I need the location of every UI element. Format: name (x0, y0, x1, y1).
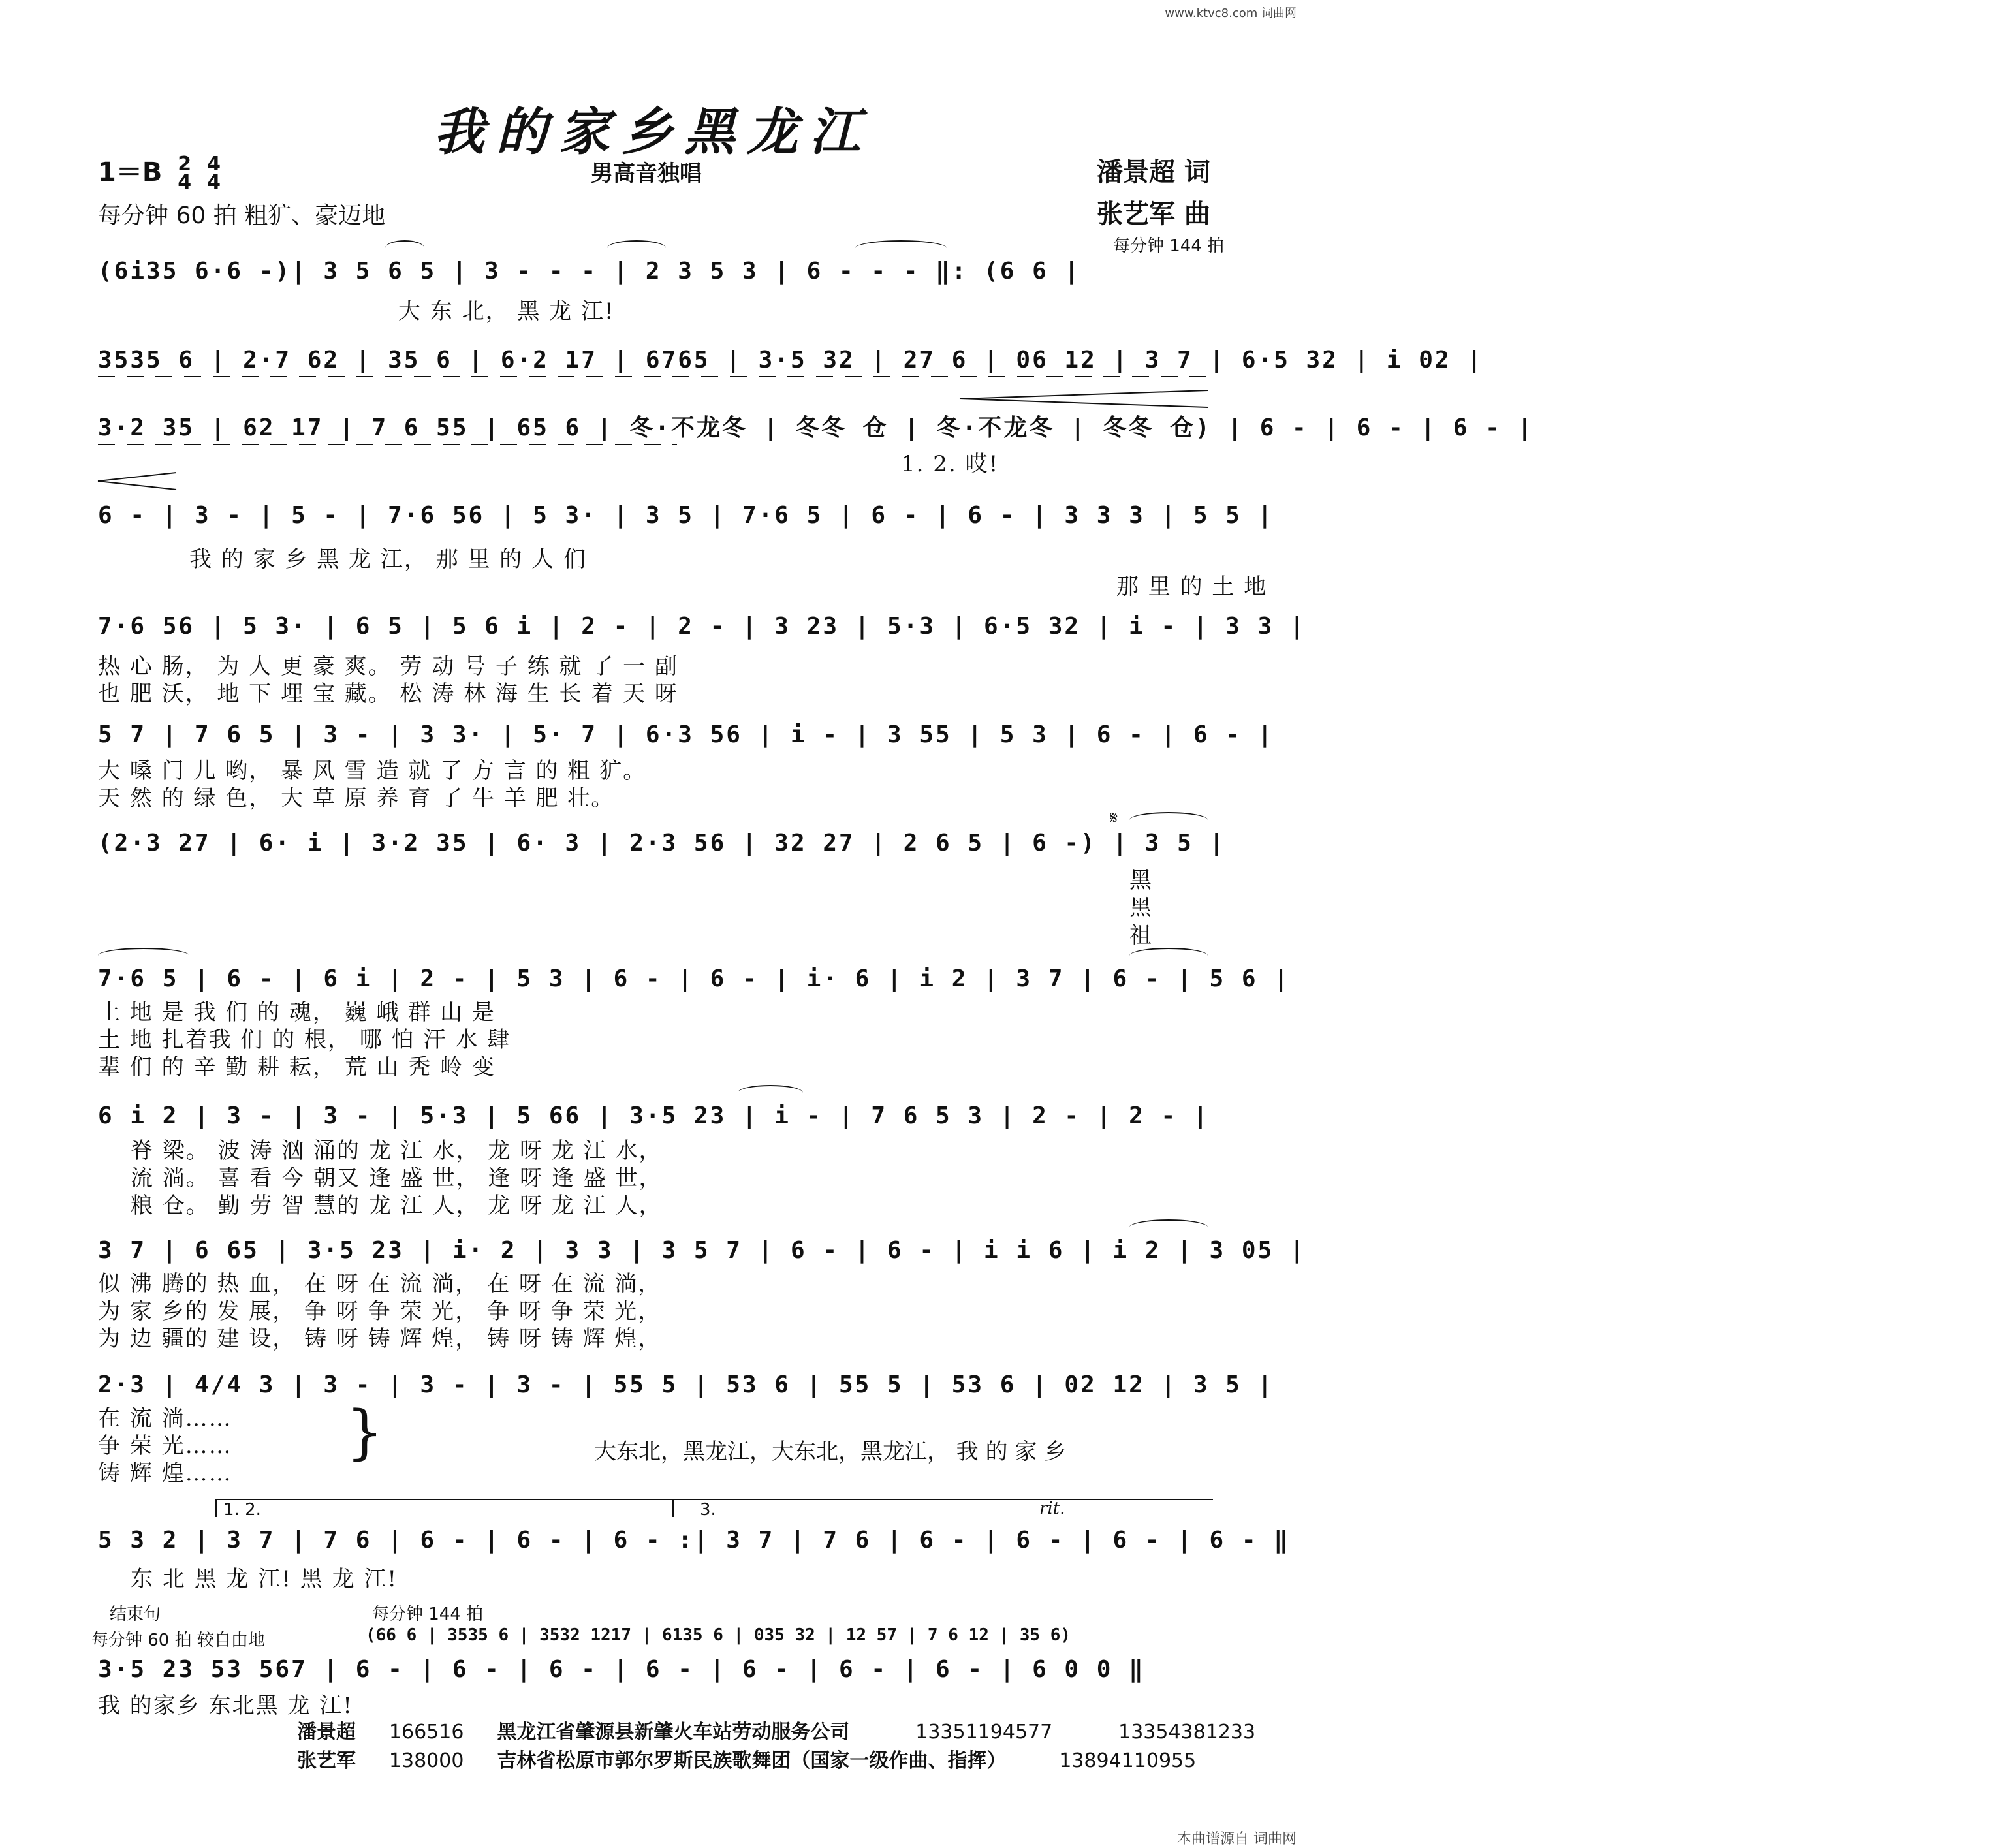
lyric-line: 热 心 肠， 为 人 更 豪 爽。 劳 动 号 子 练 就 了 一 副 (98, 653, 678, 680)
volta-bracket-1 (215, 1499, 674, 1520)
composer: 张艺军 曲 (1097, 199, 1210, 229)
lyrics-system-11 (98, 1405, 346, 1487)
watermark-top: www.ktvc8.com 词曲网 (1165, 7, 1297, 20)
lyricist: 潘景超 词 (1097, 157, 1210, 187)
music-system-3 (98, 409, 1534, 448)
footer-zip: 138000 (388, 1749, 464, 1772)
slur (1129, 812, 1208, 828)
subtitle: 男高音独唱 (591, 161, 702, 187)
lyric-line: 黑 (1129, 895, 1153, 921)
footer-phone: 13894110955 (1059, 1749, 1197, 1772)
tempo-ending: 每分钟 60 拍 较自由地 (91, 1631, 265, 1650)
ending-upper-line: (66 6 | 3535 6 | 3532 1217 | 6135 6 | 035 32 | 12 57 | 7 6 12 | 35 6) (366, 1625, 1071, 1645)
volta-bracket-3 (672, 1499, 1213, 1520)
notation-line: 3·5 23 53 567 | 6 - | 6 - | 6 - | 6 - | 6 - | 6 - | 6 - | 6 0 0 ‖ (98, 1656, 1145, 1683)
volta-label: 3. (700, 1500, 716, 1520)
notation-line: (6i35 6·6 -)| 3 5 6 5 | 3 - - - | 2 3 5 3 | 6 - - - ‖: (6 6 | (98, 258, 1081, 285)
watermark-bottom: 本曲谱源自 词曲网 (1177, 1831, 1297, 1847)
lyric-line: 大 东 北， 黑 龙 江! (398, 298, 615, 324)
lyrics-system-12 (98, 1565, 1244, 1593)
lyric-line: 在 流 淌…… (98, 1405, 232, 1432)
lyric-line: 我 的家乡 东北黑 龙 江! (98, 1693, 353, 1719)
slur (385, 240, 424, 256)
lyric-line: 黑 (1129, 868, 1153, 894)
music-system-4 (98, 496, 1274, 535)
lyrics-system-9 (98, 1137, 1244, 1219)
lyric-line: 脊 梁。 波 涛 汹 涌的 龙 江 水， 龙 呀 龙 江 水， (131, 1138, 663, 1164)
lyrics-system-5 (98, 653, 1211, 708)
notation-line: 2·3 | 4/4 3 | 3 - | 3 - | 3 - | 55 5 | 53 6 | 55 5 | 53 6 | 02 12 | 3 5 | (98, 1371, 1274, 1398)
lyrics-system-6 (98, 757, 1211, 812)
music-system-12 (98, 1521, 1290, 1560)
footer-row-1 (297, 1715, 1255, 1744)
lyric-line: 辈 们 的 辛 勤 耕 耘， 荒 山 秃 岭 变 (98, 1054, 496, 1080)
slur (607, 240, 666, 256)
notation-line: 7·6 5 | 6 - | 6 i | 2 - | 5 3 | 6 - | 6 - | i· 6 | i 2 | 3 7 | 6 - | 5 6 | (98, 965, 1290, 992)
brace: } (346, 1398, 384, 1467)
music-system-10 (98, 1231, 1306, 1270)
key-label: 1＝B (98, 157, 163, 187)
notation-line: 5 7 | 7 6 5 | 3 - | 3 3· | 5· 7 | 6·3 56 | i - | 3 55 | 5 3 | 6 - | 6 - | (98, 721, 1274, 748)
footer-phone: 13354381233 (1118, 1721, 1256, 1744)
notation-line: 6 i 2 | 3 - | 3 - | 5·3 | 5 66 | 3·5 23 | i - | 7 6 5 3 | 2 - | 2 - | (98, 1103, 1210, 1129)
music-system-2 (98, 341, 1483, 380)
lyric-line: 也 肥 沃， 地 下 埋 宝 藏。 松 涛 林 海 生 长 着 天 呀 (98, 681, 678, 707)
notation-line: 3535 6 | 2·7 62 | 35 6 | 6·2 17 | 6765 | 3·5 32 | 27 6 | 06 12 | 3 7 | 6·5 32 | i 02 | (98, 347, 1483, 373)
lyric-line: 土 地 扎着我 们 的 根， 哪 怕 汗 水 肆 (98, 1027, 511, 1053)
tempo-ending-144: 每分钟 144 拍 (372, 1605, 484, 1624)
lyric-line: 我 的 家 乡 黑 龙 江， 那 里 的 人 们 (189, 546, 587, 572)
lyric-line: 为 家 乡的 发 展， 争 呀 争 荣 光， 争 呀 争 荣 光， (98, 1298, 662, 1324)
footer-zip: 166516 (388, 1721, 464, 1744)
footer-name: 张艺军 (297, 1749, 356, 1772)
lyrics-system-1 (98, 298, 1511, 325)
music-system-1 (98, 252, 1211, 291)
lyric-line: 祖 (1129, 922, 1153, 948)
lyrics-right: 大东北，黑龙江，大东北，黑龙江， 我 的 家 乡 (594, 1439, 1067, 1465)
lyric-line: 流 淌。 喜 看 今 朝又 逢 盛 世， 逢 呀 逢 盛 世， (131, 1165, 663, 1191)
lyric-line: 粮 仓。 勤 劳 智 慧的 龙 江 人， 龙 呀 龙 江 人， (131, 1193, 663, 1219)
lyrics-system-4 (98, 546, 1302, 601)
notation-line: 3 7 | 6 65 | 3·5 23 | i· 2 | 3 3 | 3 5 7 | 6 - | 6 - | i i 6 | i 2 | 3 05 | (98, 1237, 1306, 1264)
crescendo-hairpin (960, 389, 1208, 409)
underline-beams (98, 376, 1211, 377)
footer-org: 黑龙江省肇源县新肇火车站劳动服务公司 (497, 1721, 850, 1744)
crescendo-hairpin (98, 471, 176, 491)
underline-beams (98, 444, 677, 445)
notation-line: 3·2 35 | 62 17 | 7 6 55 | 65 6 | 冬·不龙冬 | 冬冬 仓 | 冬·不龙冬 | 冬冬 仓) | 6 - | 6 - | 6 - | (98, 415, 1534, 441)
volta-label: 1. 2. (223, 1500, 261, 1520)
lyric-line: 土 地 是 我 们 的 魂， 巍 峨 群 山 是 (98, 999, 496, 1026)
lyric-line: 大 嗓 门 儿 哟， 暴 风 雪 造 就 了 方 言 的 粗 犷。 (98, 758, 647, 784)
lyric-line: 东 北 黑 龙 江! 黑 龙 江! (131, 1566, 398, 1592)
footer-name: 潘景超 (297, 1721, 356, 1744)
slur (855, 240, 947, 256)
song-title: 我的家乡黑龙江 (433, 102, 872, 162)
lyric-line: 1. 2. 哎! (901, 451, 999, 477)
music-system-11 (98, 1366, 1274, 1405)
lyrics-system-3 (98, 450, 2014, 478)
slur (738, 1085, 803, 1101)
slur (98, 948, 189, 963)
key-signature (98, 151, 221, 192)
footer-org: 吉林省松原市郭尔罗斯民族歌舞团（国家一级作曲、指挥） (497, 1749, 1007, 1772)
lyric-line: 争 荣 光…… (98, 1433, 232, 1459)
footer-phone: 13351194577 (915, 1721, 1053, 1744)
notation-line: (2·3 27 | 6· i | 3·2 35 | 6· 3 | 2·3 56 | 32 27 | 2 6 5 | 6 -) | 3 5 | (98, 830, 1226, 856)
music-system-7 (98, 824, 1226, 863)
notation-line: 6 - | 3 - | 5 - | 7·6 56 | 5 3· | 3 5 | 7·6 5 | 6 - | 6 - | 3 3 3 | 5 5 | (98, 502, 1274, 529)
lyric-line: 那 里 的 土 地 (1116, 574, 1268, 600)
footer-row-2 (297, 1744, 1196, 1773)
meter-2-4: 2 4 (178, 153, 192, 194)
segno-sign: 𝄋 (1110, 807, 1118, 828)
lyric-line: 铸 辉 煌…… (98, 1460, 232, 1486)
ending-label: 结束句 (110, 1605, 161, 1624)
notation-line: 5 3 2 | 3 7 | 7 6 | 6 - | 6 - | 6 - :| 3 7 | 7 6 | 6 - | 6 - | 6 - | 6 - ‖ (98, 1527, 1290, 1554)
music-system-8 (98, 960, 1290, 999)
music-system-6 (98, 715, 1274, 755)
lyrics-system-10 (98, 1270, 1211, 1353)
tempo-marking: 每分钟 60 拍 粗犷、豪迈地 (98, 202, 386, 229)
music-system-5 (98, 607, 1306, 646)
notation-line: 7·6 56 | 5 3· | 6 5 | 5 6 i | 2 - | 2 - | 3 23 | 5·3 | 6·5 32 | i - | 3 3 | (98, 613, 1306, 640)
meter-4-4: 4 4 (207, 153, 221, 194)
ritardando-mark: rit. (1039, 1499, 1065, 1518)
music-system-13 (98, 1650, 1211, 1689)
slur (1129, 1219, 1208, 1235)
lyric-line: 似 沸 腾的 热 血， 在 呀 在 流 淌， 在 呀 在 流 淌， (98, 1271, 662, 1297)
lyrics-system-7 (1129, 867, 1208, 949)
slur (1129, 948, 1208, 963)
lyric-line: 天 然 的 绿 色， 大 草 原 养 育 了 牛 羊 肥 壮。 (98, 785, 615, 811)
lyrics-system-8 (98, 999, 1211, 1081)
music-system-9 (98, 1097, 1211, 1136)
tempo-marking-144: 每分钟 144 拍 (1113, 236, 1225, 256)
lyric-line: 为 边 疆的 建 设， 铸 呀 铸 辉 煌， 铸 呀 铸 辉 煌， (98, 1326, 662, 1352)
